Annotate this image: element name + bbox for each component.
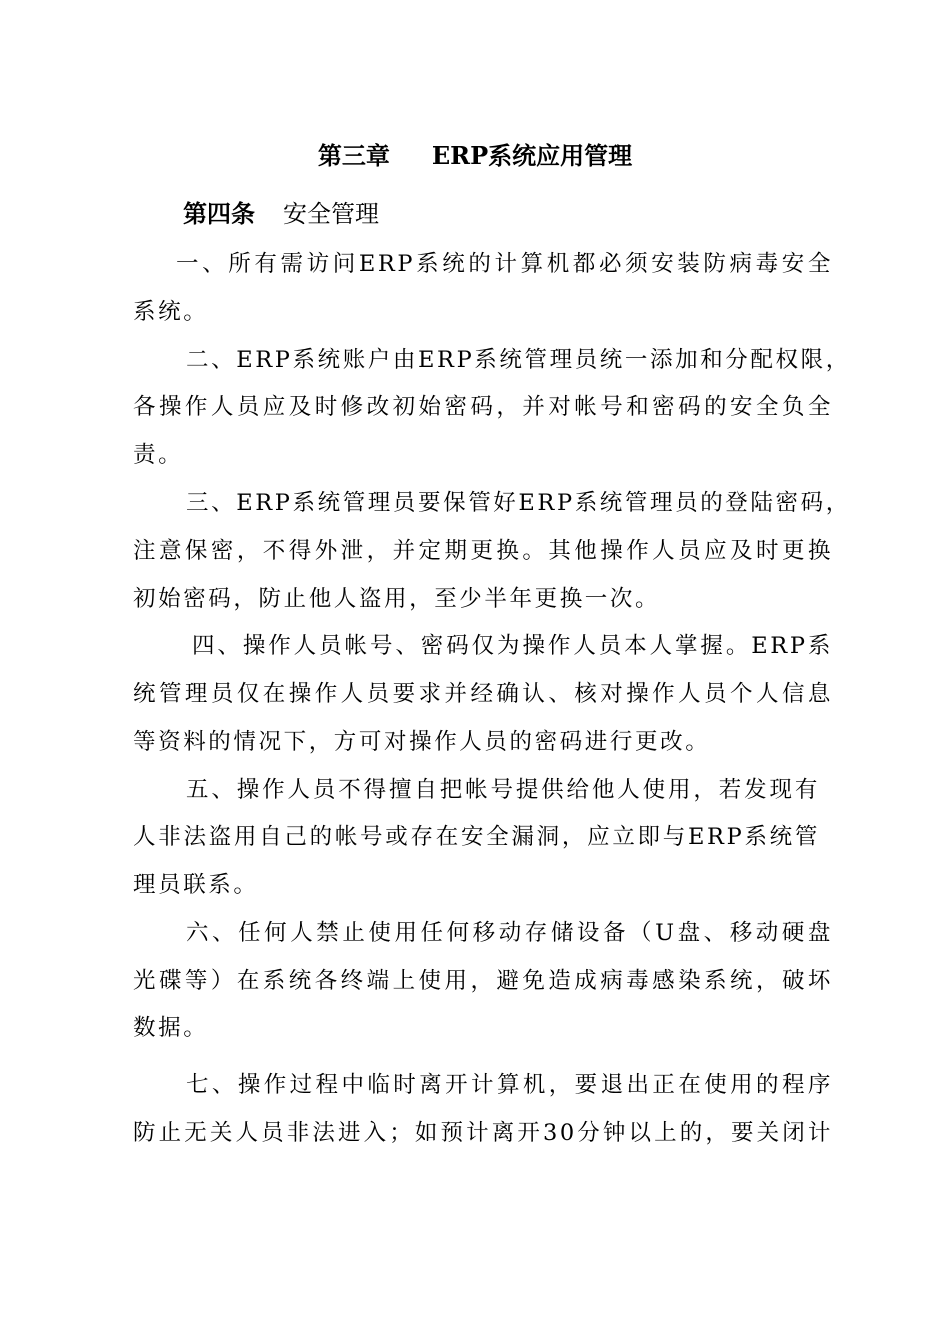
text-line: 统管理员仅在操作人员要求并经确认、核对操作人员个人信息 [133,681,833,707]
article-name: 安全管理 [283,200,379,228]
article-heading [183,196,379,232]
text-line: 四、操作人员帐号、密码仅为操作人员本人掌握。ERP系 [192,633,833,659]
text-line: 系统。 [133,299,209,325]
text-line: 一、所有需访问ERP系统的计算机都必须安装防病毒安全 [176,251,833,277]
text-line: 五、操作人员不得擅自把帐号提供给他人使用，若发现有 [186,777,820,803]
text-line: 理员联系。 [133,872,259,898]
chapter-title [0,138,950,174]
chapter-label: 第三章 [317,141,390,170]
text-line: 防止无关人员非法进入；如预计离开30分钟以上的，要关闭计 [133,1120,833,1146]
text-line: 等资料的情况下，方可对操作人员的密码进行更改。 [133,729,711,755]
text-line: 光碟等）在系统各终端上使用，避免造成病毒感染系统，破坏 [133,968,833,994]
chapter-name: ERP系统应用管理 [431,141,633,170]
text-line: 责。 [133,442,184,468]
text-line: 人非法盗用自己的帐号或存在安全漏洞，应立即与ERP系统管 [133,824,820,850]
article-number: 第四条 [183,199,255,228]
text-line: 三、ERP系统管理员要保管好ERP系统管理员的登陆密码， [186,490,851,516]
text-line: 七、操作过程中临时离开计算机，要退出正在使用的程序 [186,1072,833,1098]
text-line: 六、任何人禁止使用任何移动存储设备（U盘、移动硬盘 [186,920,833,946]
text-line: 各操作人员应及时修改初始密码，并对帐号和密码的安全负全 [133,394,833,420]
text-line: 二、ERP系统账户由ERP系统管理员统一添加和分配权限， [186,347,851,373]
text-line: 初始密码，防止他人盗用，至少半年更换一次。 [133,586,661,612]
text-line: 注意保密，不得外泄，并定期更换。其他操作人员应及时更换 [133,538,833,564]
text-line: 数据。 [133,1015,209,1041]
